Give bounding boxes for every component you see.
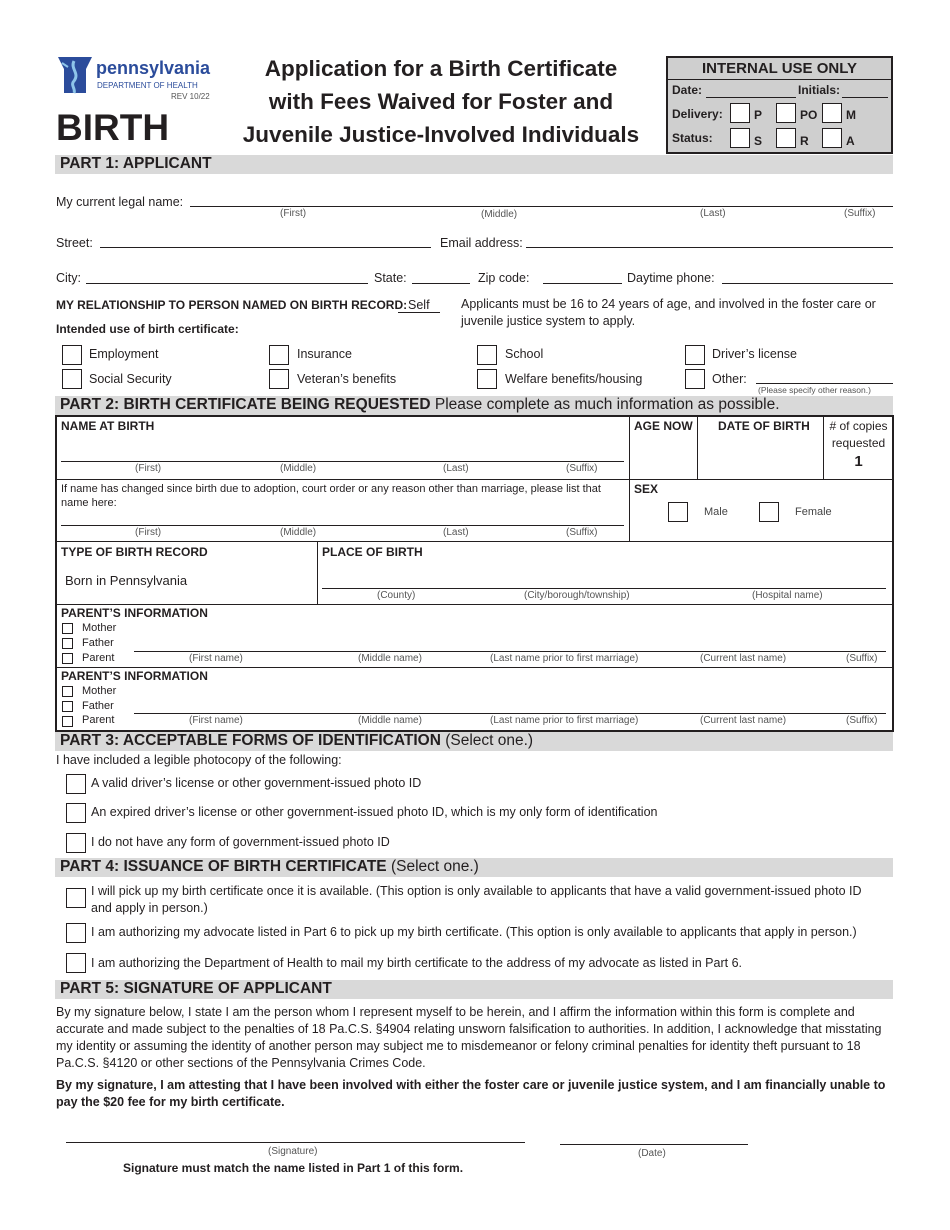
- signature-input[interactable]: [66, 1142, 525, 1143]
- form-title: [225, 52, 657, 151]
- use-other-label: Other:: [712, 372, 747, 386]
- copies-label-line1: # of copies: [829, 419, 888, 433]
- p1-current-caption: (Current last name): [700, 653, 787, 664]
- use-school-checkbox[interactable]: [477, 345, 497, 365]
- delivery-po-label: PO: [800, 108, 818, 122]
- email-label: Email address:: [440, 236, 523, 250]
- p2-suffix-caption: (Suffix): [846, 715, 878, 726]
- use-drivers-license-checkbox[interactable]: [685, 345, 705, 365]
- name-at-birth-heading: NAME AT BIRTH: [61, 419, 155, 433]
- use-welfare-checkbox[interactable]: [477, 369, 497, 389]
- date-input[interactable]: [560, 1144, 748, 1145]
- email-input[interactable]: [526, 247, 893, 248]
- p2-last-caption: (Last name prior to first marriage): [490, 715, 639, 726]
- signature-note: Signature must match the name listed in Part 1 of this form.: [123, 1161, 464, 1175]
- nc-suffix-caption: (Suffix): [566, 527, 598, 538]
- use-social-security-checkbox[interactable]: [62, 369, 82, 389]
- use-employment-checkbox[interactable]: [62, 345, 82, 365]
- issue-mail-label: I am authorizing the Department of Health to mail my birth certificate to the address of my advocate as listed in Part 6.: [91, 956, 743, 970]
- internal-delivery-label: Delivery:: [672, 107, 723, 121]
- part5-attestation: By my signature, I am attesting that I have been involved with either the foster care or juvenile justice system, and I am financially unable to pay the $20 fee for my birth certificate.: [56, 1078, 886, 1109]
- place-of-birth-input[interactable]: [322, 588, 886, 589]
- p1-last-caption: (Last name prior to first marriage): [490, 653, 639, 664]
- sex-male-checkbox[interactable]: [668, 502, 688, 522]
- id-valid-checkbox[interactable]: [66, 774, 86, 794]
- internal-use-title: INTERNAL USE ONLY: [701, 60, 858, 77]
- legal-last-caption: (Last): [700, 208, 726, 219]
- p1-first-caption: (First name): [189, 653, 243, 664]
- part5-title: PART 5: SIGNATURE OF APPLICANT: [60, 980, 332, 997]
- copies-heading: [825, 418, 892, 452]
- type-record-value: Born in Pennsylvania: [65, 573, 188, 588]
- parent1-parent-checkbox[interactable]: [62, 653, 73, 664]
- relationship-label: MY RELATIONSHIP TO PERSON NAMED ON BIRTH RECORD:: [56, 298, 408, 312]
- part1-title: PART 1: APPLICANT: [60, 155, 212, 172]
- use-other-input[interactable]: [756, 383, 893, 384]
- delivery-po-checkbox[interactable]: [776, 103, 796, 123]
- part2-title: PART 2: BIRTH CERTIFICATE BEING REQUESTED: [60, 396, 431, 413]
- street-input[interactable]: [100, 247, 431, 248]
- phone-input[interactable]: [722, 283, 893, 284]
- p1-suffix-caption: (Suffix): [846, 653, 878, 664]
- part5-affirmation: By my signature below, I state I am the person whom I represent myself to be herein, and I affirm the information within this form is complete and accurate and made subject to the penalties of 18 Pa.C.S. §4904 relating unsworn falsification to authorities. In addition, I acknowledge that misstating my identity or assuming the identity of another person may subject me to misdemeanor or felony criminal penalties for identity theft pursuant to 18 Pa.C.S. §4120 or other sections of the Pennsylvania Crimes Code.: [56, 1005, 882, 1070]
- issue-pickup-checkbox[interactable]: [66, 888, 86, 908]
- parent1-heading: PARENT’S INFORMATION: [61, 606, 208, 620]
- city-label: City:: [56, 271, 81, 285]
- internal-initials-label: Initials:: [798, 83, 841, 97]
- form-type-title: BIRTH: [56, 107, 170, 148]
- signature-caption: (Signature): [268, 1146, 318, 1157]
- keystone-logo-icon: [56, 55, 94, 95]
- part5-header: [55, 980, 893, 999]
- relationship-value: Self: [408, 298, 430, 312]
- other-reason-caption: (Please specify other reason.): [758, 385, 871, 395]
- part3-header: [55, 732, 893, 751]
- form-title-line2: with Fees Waived for Foster and: [268, 89, 614, 114]
- status-a-label: A: [846, 134, 855, 148]
- status-r-label: R: [800, 134, 809, 148]
- use-drivers-license-label: Driver’s license: [712, 347, 797, 361]
- parent1-mother-label: Mother: [82, 622, 117, 634]
- legal-suffix-caption: (Suffix): [844, 208, 876, 219]
- nab-last-caption: (Last): [443, 463, 469, 474]
- parent2-parent-label: Parent: [82, 714, 115, 726]
- id-none-checkbox[interactable]: [66, 833, 86, 853]
- zip-label: Zip code:: [478, 271, 530, 285]
- sex-female-checkbox[interactable]: [759, 502, 779, 522]
- copies-label-line2: requested: [831, 436, 886, 450]
- nab-suffix-caption: (Suffix): [566, 463, 598, 474]
- city-input[interactable]: [86, 283, 368, 284]
- state-label: State:: [374, 271, 407, 285]
- part1-header: [55, 155, 893, 174]
- sex-female-label: Female: [795, 506, 832, 518]
- issue-mail-checkbox[interactable]: [66, 953, 86, 973]
- use-welfare-label: Welfare benefits/housing: [505, 372, 643, 386]
- status-a-checkbox[interactable]: [822, 128, 842, 148]
- state-input[interactable]: [412, 283, 470, 284]
- delivery-m-checkbox[interactable]: [822, 103, 842, 123]
- type-record-heading: TYPE OF BIRTH RECORD: [61, 545, 208, 559]
- part3-title: PART 3: ACCEPTABLE FORMS OF IDENTIFICATION: [60, 732, 441, 749]
- delivery-p-label: P: [754, 108, 763, 122]
- internal-use-box: [666, 56, 893, 154]
- internal-date-label: Date:: [672, 83, 703, 97]
- parent2-heading: PARENT’S INFORMATION: [61, 669, 208, 683]
- age-now-heading: AGE NOW: [634, 419, 693, 433]
- status-s-checkbox[interactable]: [730, 128, 750, 148]
- nab-first-caption: (First): [135, 463, 162, 474]
- use-veterans-benefits-checkbox[interactable]: [269, 369, 289, 389]
- issue-pickup-label-line2: and apply in person.): [91, 901, 208, 915]
- legal-name-label: My current legal name:: [56, 195, 184, 209]
- use-other-checkbox[interactable]: [685, 369, 705, 389]
- nc-first-caption: (First): [135, 527, 162, 538]
- issue-advocate-label: I am authorizing my advocate listed in Part 6 to pick up my birth certificate. (This option is only available to applicants that apply in person.): [91, 925, 857, 939]
- id-expired-checkbox[interactable]: [66, 803, 86, 823]
- dob-input[interactable]: [699, 436, 821, 478]
- age-now-input[interactable]: [631, 436, 695, 478]
- part4-title: PART 4: ISSUANCE OF BIRTH CERTIFICATE: [60, 858, 387, 875]
- intended-use-label: Intended use of birth certificate:: [56, 322, 239, 336]
- revision-label: REV 10/22: [171, 92, 210, 101]
- p2-first-caption: (First name): [189, 715, 243, 726]
- parent2-father-checkbox[interactable]: [62, 701, 73, 712]
- pob-city-caption: (City/borough/township): [524, 590, 630, 601]
- parent2-father-label: Father: [82, 700, 114, 712]
- parent2-name-input[interactable]: [134, 713, 886, 714]
- parent1-parent-label: Parent: [82, 652, 115, 664]
- status-s-label: S: [754, 134, 763, 148]
- id-none-label: I do not have any form of government-issued photo ID: [91, 835, 390, 849]
- p1-middle-caption: (Middle name): [358, 653, 422, 664]
- part2-title-note: Please complete as much information as possible.: [434, 396, 780, 413]
- sex-male-label: Male: [704, 506, 728, 518]
- dob-heading: DATE OF BIRTH: [718, 419, 810, 433]
- part4-header: [55, 858, 893, 877]
- name-change-input[interactable]: [61, 525, 624, 526]
- parent1-mother-checkbox[interactable]: [62, 623, 73, 634]
- issue-pickup-label-line1: I will pick up my birth certificate once it is available. (This option is only available to applicants that have a valid government-issued photo ID: [91, 884, 862, 898]
- issue-advocate-checkbox[interactable]: [66, 923, 86, 943]
- nc-last-caption: (Last): [443, 527, 469, 538]
- parent2-parent-checkbox[interactable]: [62, 716, 73, 727]
- part3-intro: I have included a legible photocopy of the following:: [56, 753, 342, 767]
- nc-middle-caption: (Middle): [280, 527, 317, 538]
- part3-title-note: (Select one.): [445, 732, 534, 749]
- phone-label: Daytime phone:: [627, 271, 715, 285]
- parent1-father-label: Father: [82, 637, 114, 649]
- name-change-note: If name has changed since birth due to adoption, court order or any reason other than marriage, please list that name here:: [61, 483, 601, 509]
- internal-initials-line[interactable]: [842, 97, 888, 98]
- logo-dept-text: DEPARTMENT OF HEALTH: [97, 81, 198, 90]
- eligibility-note: Applicants must be 16 to 24 years of age, and involved in the foster care or juvenile justice system to apply.: [461, 297, 876, 328]
- legal-first-caption: (First): [280, 208, 307, 219]
- form-title-line3: Juvenile Justice-Involved Individuals: [242, 122, 640, 147]
- zip-input[interactable]: [543, 283, 622, 284]
- p2-middle-caption: (Middle name): [358, 715, 422, 726]
- status-r-checkbox[interactable]: [776, 128, 796, 148]
- internal-date-line[interactable]: [706, 97, 796, 98]
- pob-hospital-caption: (Hospital name): [752, 590, 823, 601]
- parent1-name-input[interactable]: [134, 651, 886, 652]
- part2-header: [55, 396, 893, 415]
- use-insurance-checkbox[interactable]: [269, 345, 289, 365]
- use-school-label: School: [505, 347, 544, 361]
- sex-heading: SEX: [634, 482, 659, 496]
- id-valid-label: A valid driver’s license or other government-issued photo ID: [91, 776, 422, 790]
- parent2-mother-checkbox[interactable]: [62, 686, 73, 697]
- p2-current-caption: (Current last name): [700, 715, 787, 726]
- delivery-m-label: M: [846, 108, 856, 122]
- copies-value[interactable]: 1: [854, 453, 863, 470]
- id-expired-label: An expired driver’s license or other government-issued photo ID, which is my only form of identification: [91, 805, 658, 819]
- part4-title-note: (Select one.): [390, 858, 479, 875]
- nab-middle-caption: (Middle): [280, 463, 317, 474]
- use-social-security-label: Social Security: [89, 372, 172, 386]
- parent2-mother-label: Mother: [82, 685, 117, 697]
- parent1-father-checkbox[interactable]: [62, 638, 73, 649]
- form-title-line1: Application for a Birth Certificate: [264, 56, 618, 81]
- internal-status-label: Status:: [672, 131, 713, 145]
- pa-logo: [56, 55, 216, 95]
- legal-name-input[interactable]: [190, 206, 893, 207]
- logo-state-text: pennsylvania: [96, 58, 211, 78]
- name-at-birth-input[interactable]: [61, 461, 624, 462]
- use-veterans-benefits-label: Veteran’s benefits: [297, 372, 397, 386]
- legal-middle-caption: (Middle): [481, 209, 518, 220]
- delivery-p-checkbox[interactable]: [730, 103, 750, 123]
- place-of-birth-heading: PLACE OF BIRTH: [322, 545, 423, 559]
- street-label: Street:: [56, 236, 93, 250]
- use-employment-label: Employment: [89, 347, 159, 361]
- pob-county-caption: (County): [377, 590, 416, 601]
- use-insurance-label: Insurance: [297, 347, 352, 361]
- date-caption: (Date): [638, 1148, 666, 1159]
